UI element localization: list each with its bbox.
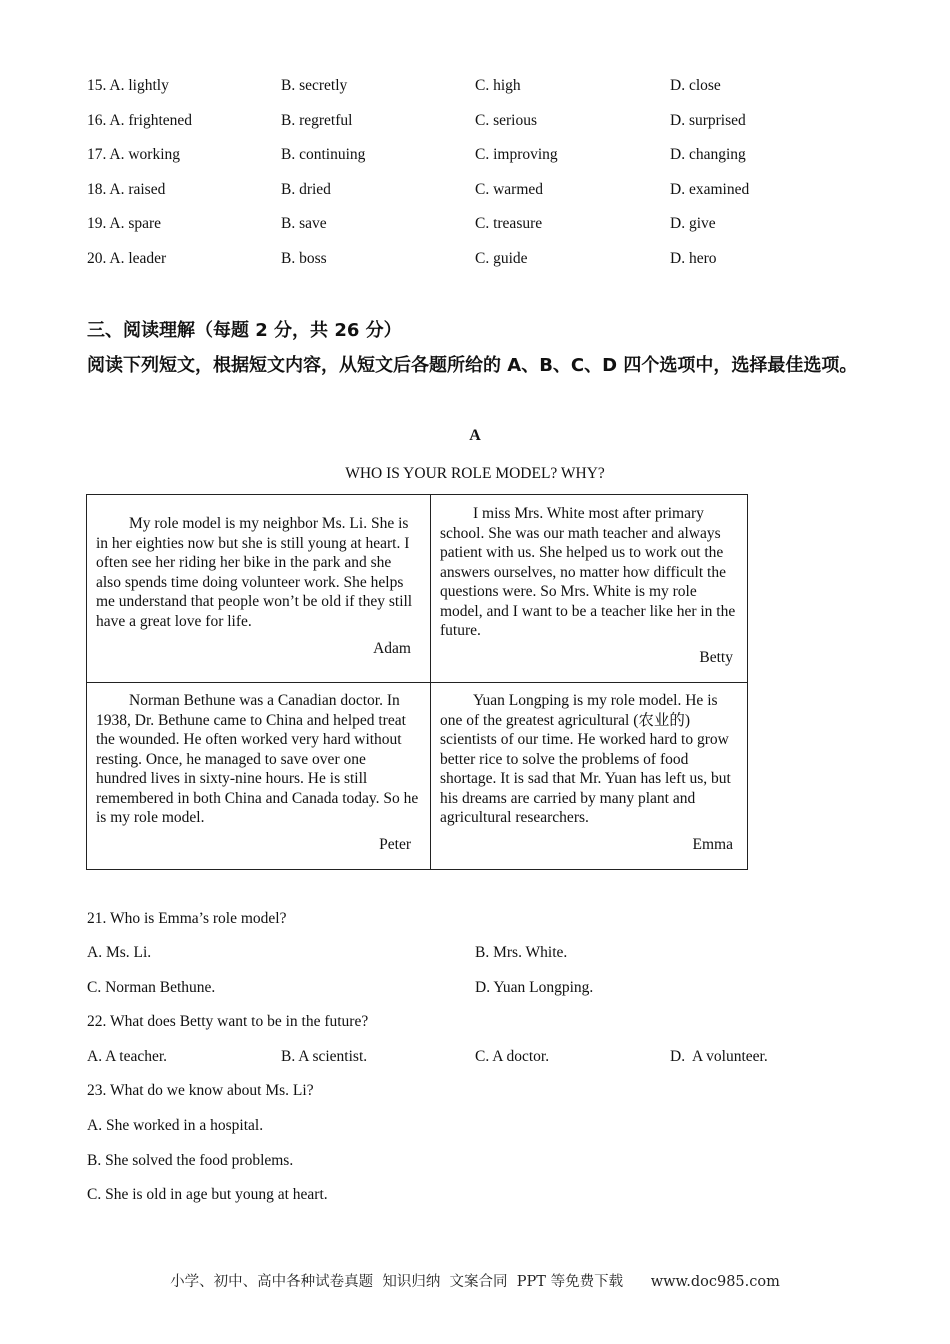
q21-option-a: A. Ms. Li. xyxy=(87,944,152,961)
option-a: 15. A. lightly xyxy=(87,77,169,94)
q22-option-d: D. A volunteer. xyxy=(670,1048,768,1065)
cell-author: Emma xyxy=(692,836,733,853)
option-c: C. guide xyxy=(475,250,528,267)
question-23: 23. What do we know about Ms. Li? xyxy=(87,1082,314,1099)
option-d: D. changing xyxy=(670,146,746,163)
option-row-17 xyxy=(87,146,867,168)
option-a: 18. A. raised xyxy=(87,181,166,198)
question-22: 22. What does Betty want to be in the future? xyxy=(87,1013,369,1030)
page-footer: 小学、初中、高中各种试卷真题 知识归纳 文案合同 PPT 等免费下载 www.doc985.com xyxy=(170,1274,780,1290)
section-heading: 三、阅读理解（每题 2 分，共 26 分） xyxy=(87,320,402,341)
q21-option-d: D. Yuan Longping. xyxy=(475,979,594,996)
option-a: 19. A. spare xyxy=(87,215,162,232)
cell-text: Yuan Longping is my role model. He is one of the greatest agricultural (农业的) scientists of our time. He worked hard to grow better rice to solve the problems of food shortage. It is sad that Mr. Yuan has left us, but his dreams are carried by many plant and agricultural researchers. xyxy=(440,692,731,826)
option-a: 16. A. frightened xyxy=(87,112,193,129)
passage-letter: A xyxy=(469,427,481,444)
q21-option-c: C. Norman Bethune. xyxy=(87,979,216,996)
option-d: D. examined xyxy=(670,181,750,198)
q23-option-b: B. She solved the food problems. xyxy=(87,1152,294,1169)
option-c: C. warmed xyxy=(475,181,544,198)
option-row-19 xyxy=(87,215,867,237)
cell-author: Peter xyxy=(379,836,411,853)
role-model-table xyxy=(86,494,748,870)
cell-author: Adam xyxy=(373,640,411,657)
option-b: B. dried xyxy=(281,181,331,198)
option-d: D. surprised xyxy=(670,112,746,129)
cell-adam xyxy=(96,514,420,680)
option-row-16 xyxy=(87,112,867,134)
option-c: C. treasure xyxy=(475,215,543,232)
q22-option-b: B. A scientist. xyxy=(281,1048,368,1065)
cell-betty xyxy=(440,504,742,680)
option-b: B. save xyxy=(281,215,327,232)
option-row-20 xyxy=(87,250,867,272)
q23-option-c: C. She is old in age but young at heart. xyxy=(87,1186,328,1203)
q23-option-a: A. She worked in a hospital. xyxy=(87,1117,264,1134)
cell-peter xyxy=(96,691,420,867)
option-b: B. regretful xyxy=(281,112,353,129)
option-b: B. boss xyxy=(281,250,327,267)
option-b: B. continuing xyxy=(281,146,366,163)
option-row-15 xyxy=(87,77,867,99)
option-d: D. hero xyxy=(670,250,717,267)
option-d: D. give xyxy=(670,215,716,232)
section-instruction: 阅读下列短文，根据短文内容，从短文后各题所给的 A、B、C、D 四个选项中，选择最佳选项。 xyxy=(87,355,858,376)
option-b: B. secretly xyxy=(281,77,348,94)
option-c: C. high xyxy=(475,77,521,94)
q21-option-b: B. Mrs. White. xyxy=(475,944,568,961)
q22-option-c: C. A doctor. xyxy=(475,1048,550,1065)
option-a: 17. A. working xyxy=(87,146,180,163)
cell-text: I miss Mrs. White most after primary school. She was our math teacher and always patient with us. She helped us to work out the answers ourselves, no matter how difficult the questions were. So Mrs. White is my role model, and I want to be a teacher like her in the future. xyxy=(440,505,736,639)
q22-option-a: A. A teacher. xyxy=(87,1048,168,1065)
table-divider-horizontal xyxy=(87,682,747,683)
question-21: 21. Who is Emma’s role model? xyxy=(87,910,287,927)
cell-author: Betty xyxy=(699,649,733,666)
cell-emma xyxy=(440,691,742,867)
option-c: C. serious xyxy=(475,112,537,129)
option-row-18 xyxy=(87,181,867,203)
option-a: 20. A. leader xyxy=(87,250,167,267)
option-c: C. improving xyxy=(475,146,558,163)
cell-text: My role model is my neighbor Ms. Li. She is in her eighties now but she is still young at heart. I often see her riding her bike in the park and she also spends time doing volunteer work. She helps me understand that people won’t be old if they still have a great love for life. xyxy=(96,515,413,630)
cell-text: Norman Bethune was a Canadian doctor. In 1938, Dr. Bethune came to China and helped treat the wounded. He often worked very hard without resting. Once, he managed to save over one hundred lives in sixty-nine hours. He is still remembered in both China and Canada today. So he is my role model. xyxy=(96,692,419,826)
option-d: D. close xyxy=(670,77,721,94)
passage-title: WHO IS YOUR ROLE MODEL? WHY? xyxy=(345,465,605,482)
